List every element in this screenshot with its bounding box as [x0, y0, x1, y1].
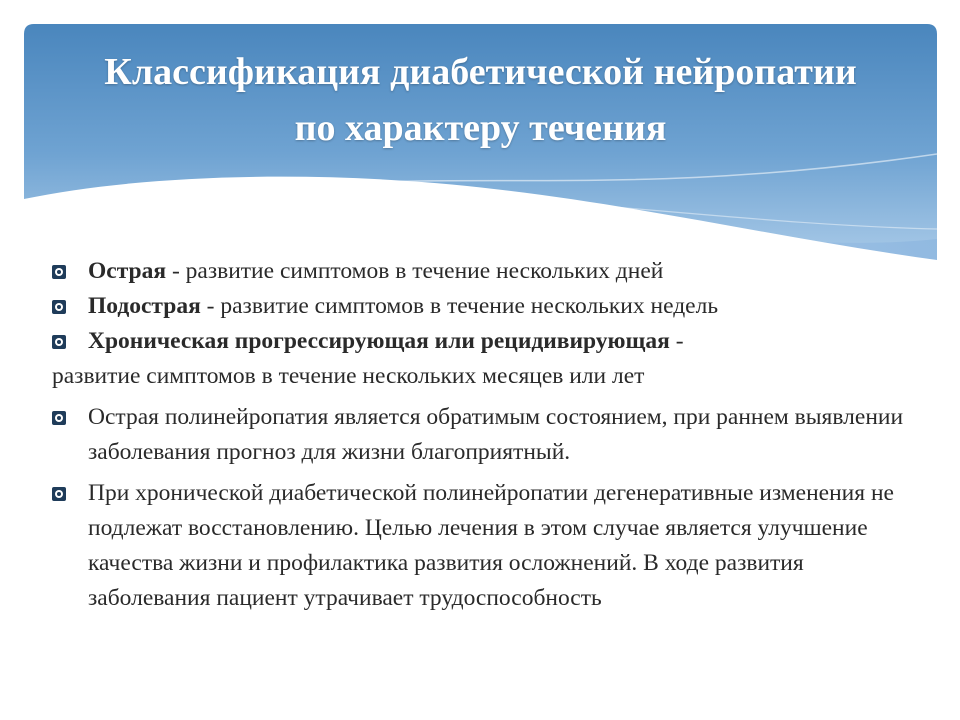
title-line-2: по характеру течения [294, 107, 667, 149]
chronic-continuation: развитие симптомов в течение нескольких месяцев или лет [52, 363, 645, 389]
term-acute: Острая [88, 258, 167, 284]
paragraph-text: При хронической диабетической полинейропатии дегенеративные изменения не подлежат восстановлению. Целью лечения в этом случае является улучшение качества жизни и профилактика развития осложнений. В ходе развития заболевания пациент утрачивает трудоспособность [88, 480, 894, 611]
bullet-icon [52, 335, 66, 349]
list-item-subacute [52, 289, 912, 324]
bullet-icon [52, 265, 66, 279]
bullet-icon [52, 411, 66, 425]
paragraph-chronic-prognosis [52, 476, 912, 616]
desc-subacute: - развитие симптомов в течение нескольких недель [200, 293, 719, 319]
slide-title [24, 44, 937, 156]
title-line-1: Классификация диабетической нейропатии [104, 51, 857, 93]
desc-acute: - развитие симптомов в течение нескольких дней [166, 258, 664, 284]
content-list [52, 254, 912, 616]
paragraph-acute-prognosis [52, 400, 912, 470]
paragraph-text: Острая полинейропатия является обратимым состоянием, при раннем выявлении заболевания прогноз для жизни благоприятный. [88, 404, 904, 465]
term-subacute: Подострая [88, 293, 201, 319]
list-item-acute [52, 254, 912, 289]
list-item-chronic [52, 324, 912, 359]
term-chronic: Хроническая прогрессирующая или рецидивирующая [88, 328, 670, 354]
bullet-icon [52, 487, 66, 501]
bullet-icon [52, 300, 66, 314]
desc-chronic: - [669, 328, 684, 354]
